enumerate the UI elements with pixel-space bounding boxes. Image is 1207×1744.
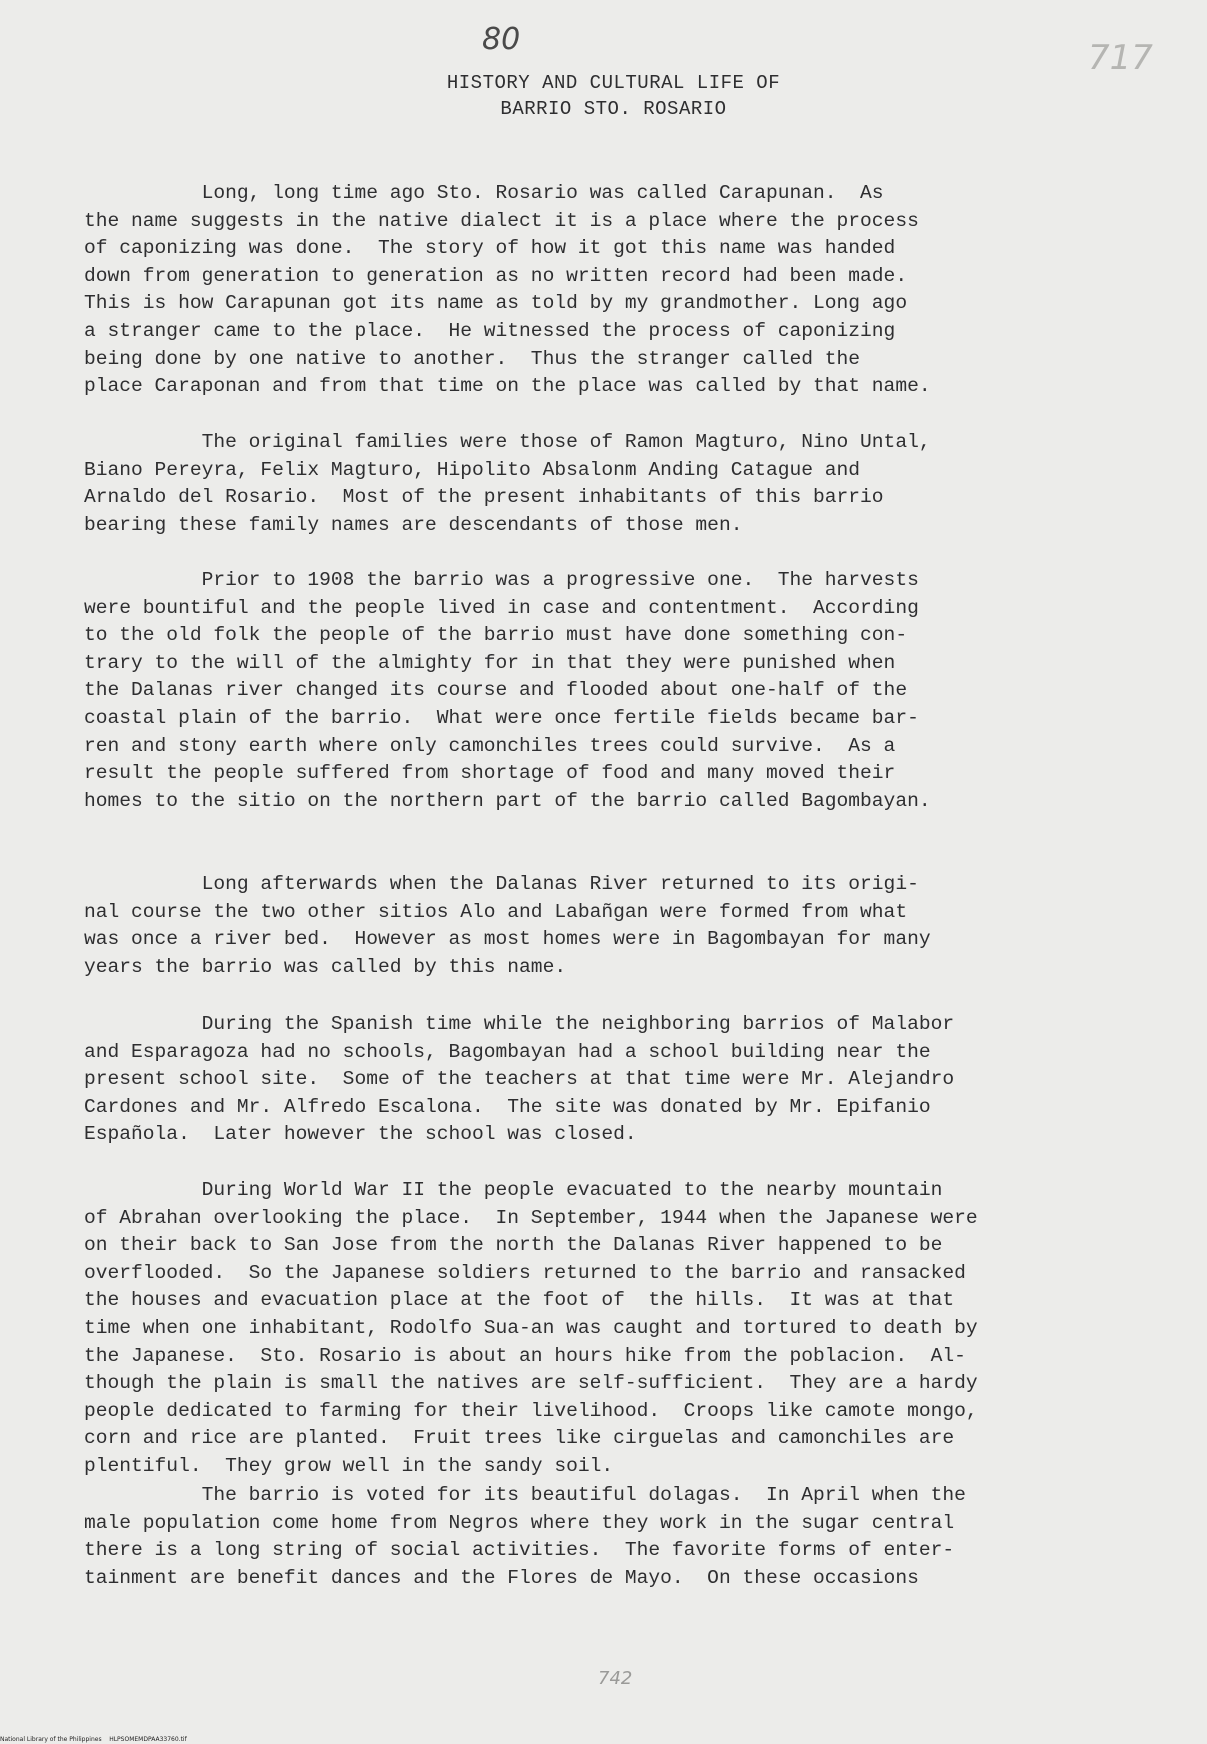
document-subtitle: BARRIO STO. ROSARIO bbox=[500, 98, 727, 120]
paragraph-original-families: The original families were those of Ramon Magturo, Nino Untal, Biano Pereyra, Felix Magturo, Hipolito Absalonm Anding Catague and Arnaldo del Rosario. Most of the present inhabitants of this barrio bearing these family names are descendants of those men. bbox=[84, 431, 931, 536]
handwritten-bottom-number: 742 bbox=[598, 1668, 633, 1689]
handwritten-page-number: 80 bbox=[482, 22, 521, 57]
paragraph-social-activities: The barrio is voted for its beautiful dolagas. In April when the male population come home from Negros where they work in the sugar central there is a long string of social activities. The favorite forms of enter- tainment are benefit dances and the Flores de Mayo. On these occasions bbox=[84, 1484, 966, 1589]
handwritten-corner-number: 717 bbox=[1088, 38, 1153, 78]
paragraph-flood-history: Prior to 1908 the barrio was a progressive one. The harvests were bountiful and the people lived in case and contentment. According to the old folk the people of the barrio must have done something con- trary to the will of the almighty for in that they were punished when the Dalanas river changed its course and flooded about one-half of the coastal plain of the barrio. What were once fertile fields became bar- ren and stony earth where only camonchiles trees could survive. As a result the people suffered from shortage of food and many moved their homes to the sitio on the northern part of the barrio called Bagombayan. bbox=[84, 569, 931, 812]
paragraph-origin-of-name: Long, long time ago Sto. Rosario was called Carapunan. As the name suggests in the native dialect it is a place where the process of caponizing was done. The story of how it got this name was handed down from generation to generation as no written record had been made. This is how Carapunan got its name as told by my grandmother. Long ago a stranger came to the place. He witnessed the process of caponizing being done by one native to another. Thus the stranger called the place Caraponan and from that time on the place was called by that name. bbox=[84, 182, 931, 398]
document-title: HISTORY AND CULTURAL LIFE OF bbox=[446, 72, 781, 94]
paragraph-world-war-two: During World War II the people evacuated to the nearby mountain of Abrahan overlooking the place. In September, 1944 when the Japanese were on their back to San Jose from the north the Dalanas River happened to be overflooded. So the Japanese soldiers returned to the barrio and ransacked the houses and evacuation place at the foot of the hills. It was at that time when one inhabitant, Rodolfo Sua-an was caught and tortured to death by the Japanese. Sto. Rosario is about an hours hike from the poblacion. Al- though the plain is small the natives are self-sufficient. They are a hardy people dedicated to farming for their livelihood. Croops like camote mongo, corn and rice are planted. Fruit trees like cirguelas and camonchiles are plentiful. They grow well in the sandy soil. bbox=[84, 1179, 978, 1477]
archive-footer: National Library of the Philippines HLPSOMEMDPAA33760.tif bbox=[0, 1736, 187, 1743]
paragraph-sitios: Long afterwards when the Dalanas River returned to its origi- nal course the two other sitios Alo and Labañgan were formed from what was once a river bed. However as most homes were in Bagombayan for many years the barrio was called by this name. bbox=[84, 873, 931, 978]
paragraph-spanish-time-school: During the Spanish time while the neighboring barrios of Malabor and Esparagoza had no schools, Bagombayan had a school building near the present school site. Some of the teachers at that time were Mr. Alejandro Cardones and Mr. Alfredo Escalona. The site was donated by Mr. Epifanio Española. Later however the school was closed. bbox=[84, 1013, 955, 1146]
